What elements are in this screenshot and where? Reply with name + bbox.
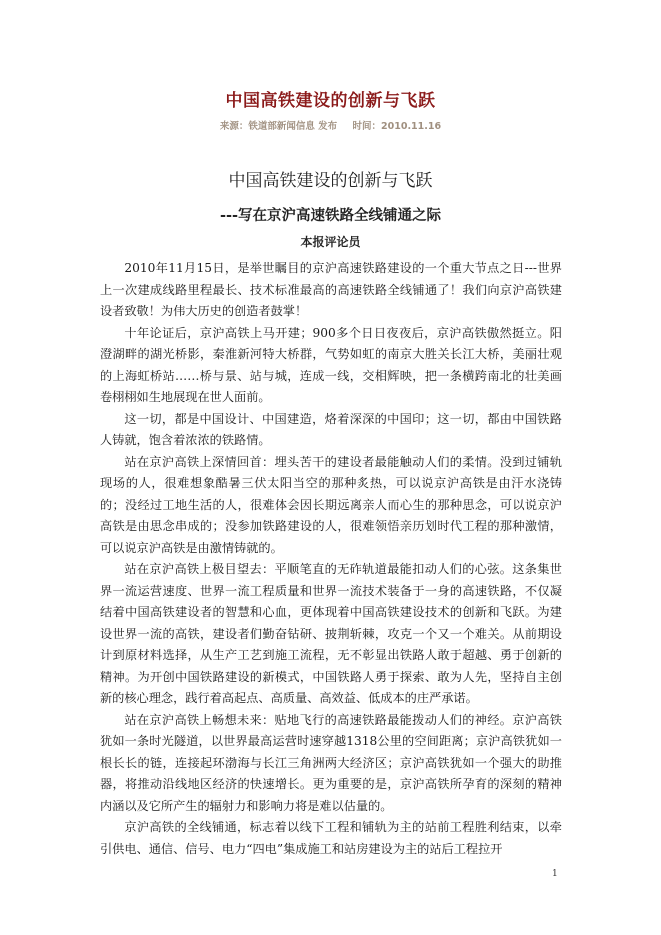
source-text: 来源：铁道部新闻信息 发布: [219, 121, 338, 132]
paragraph: 十年论证后，京沪高铁上马开建；900多个日日夜夜后，京沪高铁傲然挺立。阳澄湖畔的湖光桥影，秦淮新河特大桥群，气势如虹的南京大胜关长江大桥，美丽壮观的上海虹桥站……桥与景、站与城，连成一线，交相辉映，把一条横跨南北的壮美画卷栩栩如生地展现在世人面前。: [100, 325, 562, 404]
paragraph: 2010年11月15日，是举世瞩目的京沪高速铁路建设的一个重大节点之日---世界上一次建成线路里程最长、技术标准最高的高速铁路全线铺通了！我们向京沪高铁建设者致敬！为伟大历史的创造者鼓掌！: [100, 261, 562, 318]
meta-line: [0, 118, 661, 132]
paragraph: 站在京沪高铁上深情回首：埋头苦干的建设者最能触动人们的柔情。没到过铺轨现场的人，很难想象酷暑三伏太阳当空的那种炙热，可以说京沪高铁是由汗水浇铸的；没经过工地生活的人，很难体会因长期远离亲人而心生的那种思念，可以说京沪高铁是由思念串成的；没参加铁路建设的人，很难领悟亲历划时代工程的那种激情，可以说京沪高铁是由激情铸就的。: [100, 454, 562, 555]
paragraph: 站在京沪高铁上极目望去：平顺笔直的无砟轨道最能扣动人们的心弦。这条集世界一流运营速度、世界一流工程质量和世界一流技术装备于一身的高速铁路，不仅凝结着中国高铁建设者的智慧和心血，更体现着中国高铁建设技术的创新和飞跃。为建设世界一流的高铁，建设者们勤奋钻研、披荆斩棘，攻克一个又一个难关。从前期设计到原材料选择，从生产工艺到施工流程，无不彰显出铁路人敢于超越、勇于创新的精神。为开创中国铁路建设的新模式，中国铁路人勇于探索、敢为人先，坚持自主创新的核心理念，践行着高起点、高质量、高效益、低成本的庄严承诺。: [100, 562, 562, 705]
article-byline: 本报评论员: [300, 235, 361, 249]
article-body: [100, 258, 562, 860]
page-number: 1: [552, 869, 558, 879]
article-title: 中国高铁建设的创新与飞跃: [228, 171, 433, 191]
paragraph: 站在京沪高铁上畅想未来：贴地飞行的高速铁路最能拨动人们的神经。京沪高铁犹如一条时光隧道，以世界最高运营时速穿越1318公里的空间距离；京沪高铁犹如一根长长的链，连接起环渤海与长江三角洲两大经济区；京沪高铁犹如一个强大的助推器，将推动沿线地区经济的快速增长。更为重要的是，京沪高铁所孕育的深刻的精神内涵以及它所产生的辐射力和影响力将是难以估量的。: [100, 712, 562, 813]
paragraph: 这一切，都是中国设计、中国建造，烙着深深的中国印；这一切，都由中国铁路人铸就，饱含着浓浓的铁路情。: [100, 411, 562, 447]
paragraph: 京沪高铁的全线铺通，标志着以线下工程和铺轨为主的站前工程胜利结束，以牵引供电、通信、信号、电力“四电”集成施工和站房建设为主的站后工程拉开: [100, 820, 562, 856]
time-text: 时间：2010.11.16: [352, 121, 442, 132]
article-subtitle: ---写在京沪高速铁路全线铺通之际: [219, 208, 442, 224]
header-title: 中国高铁建设的创新与飞跃: [225, 91, 436, 111]
